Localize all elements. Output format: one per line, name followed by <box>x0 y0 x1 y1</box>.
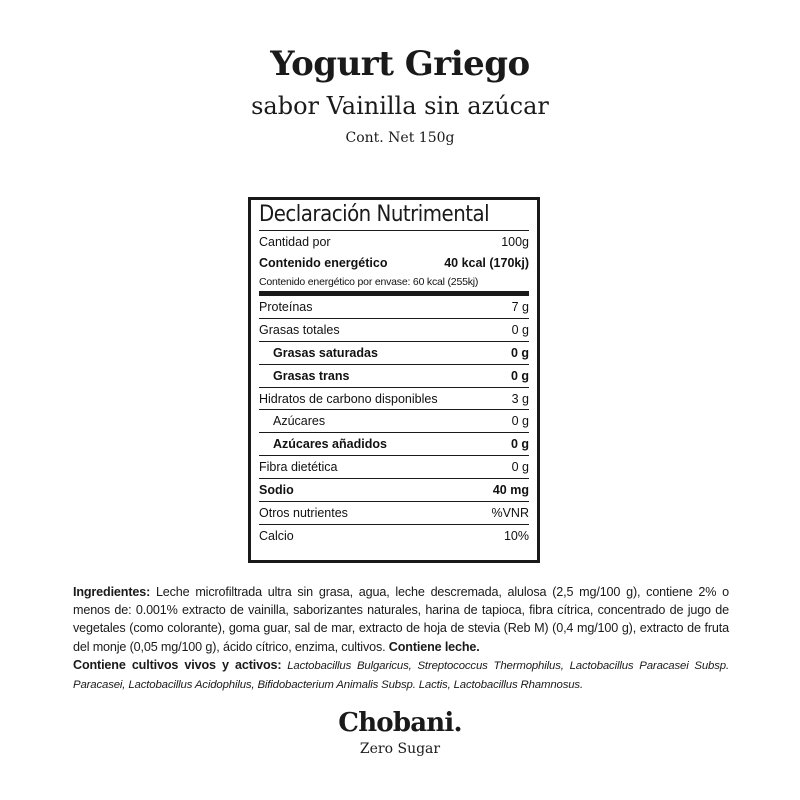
nutrient-row-saturated-fat <box>259 342 529 365</box>
nutrient-label: Azúcares añadidos <box>273 437 387 452</box>
nutrient-label: Calcio <box>259 529 294 544</box>
nutrient-label: Grasas totales <box>259 322 340 337</box>
nutrient-value: 0 g <box>510 437 529 452</box>
product-subtitle: sabor Vainilla sin azúcar <box>251 92 549 120</box>
nutrient-row-total-fat <box>259 319 529 342</box>
nutrient-value: 7 g <box>511 299 529 314</box>
nutrient-row-sodium <box>259 479 529 502</box>
nutrient-label: Otros nutrientes <box>259 505 348 520</box>
ingredients-text <box>73 583 729 694</box>
nutrient-value: 0 g <box>510 345 529 360</box>
ingredients-list: Leche microfiltrada ultra sin grasa, agua, leche descremada, alulosa (2,5 mg/100 g), contiene 2% o menos de: 0.001% extracto de vainilla, saborizantes naturales, harina de tapioca, fibra cítrica, concentrado de jugo de vegetales (como colorante), goma guar, sal de mar, extracto de hoja de stevia (Reb M) (0,4 mg/100 g), extracto de fruta del monje (0,05 mg/100 g), ácido cítrico, enzima, cultivos. <box>73 585 729 654</box>
nutrient-label: Hidratos de carbono disponibles <box>259 391 438 406</box>
contains-milk: Contiene leche. <box>388 639 480 654</box>
cultures-list: Lactobacillus Bulgaricus, Streptococcus Thermophilus, Lactobacillus Paracasei Subsp. Paracasei, Lactobacillus Acidophilus, Bifidobacterium Animalis Subsp. Lactis, Lactobacillus Rhamnosus. <box>73 659 729 692</box>
nutrient-value: 10% <box>503 529 529 544</box>
nutrient-label: Azúcares <box>273 414 326 429</box>
nutrient-label: Fibra dietética <box>259 460 338 475</box>
ingredients-label: Ingredientes: <box>73 585 151 599</box>
energy-row <box>259 253 529 273</box>
nutrient-row-proteins <box>259 296 529 319</box>
serving-value: 100g <box>501 235 529 249</box>
nutrient-value: 3 g <box>511 391 529 406</box>
nutrient-value: %VNR <box>491 505 529 520</box>
nutrient-label: Grasas trans <box>273 368 350 383</box>
net-content: Cont. Net 150g <box>345 130 455 146</box>
nutrient-row-fiber <box>259 456 529 479</box>
nutrient-label: Proteínas <box>259 299 313 314</box>
nutrition-facts-panel <box>248 197 540 563</box>
nutrient-row-calcium <box>259 525 529 548</box>
energy-label: Contenido energético <box>259 256 388 270</box>
serving-row <box>259 231 529 253</box>
nutrient-row-added-sugars <box>259 433 529 456</box>
nutrient-value: 0 g <box>510 368 529 383</box>
product-title: Yogurt Griego <box>270 44 530 84</box>
nutrition-title: Declaración Nutrimental <box>259 200 529 231</box>
nutrient-row-sugars <box>259 410 529 433</box>
nutrient-row-other <box>259 502 529 525</box>
nutrient-value: 0 g <box>511 460 529 475</box>
cultures-label: Contiene cultivos vivos y activos: <box>73 657 282 672</box>
nutrient-value: 0 g <box>511 414 529 429</box>
brand-subline: Zero Sugar <box>359 741 441 757</box>
energy-package-note: Contenido energético por envase: 60 kcal (255kj) <box>259 273 529 296</box>
nutrient-label: Sodio <box>259 483 294 498</box>
nutrient-row-carbohydrates <box>259 388 529 411</box>
nutrient-value: 0 g <box>511 322 529 337</box>
energy-value: 40 kcal (170kj) <box>444 256 529 270</box>
nutrient-label: Grasas saturadas <box>273 345 378 360</box>
nutrient-row-trans-fat <box>259 365 529 388</box>
brand-logo: Chobani. <box>338 708 462 738</box>
nutrient-value: 40 mg <box>492 483 529 498</box>
serving-label: Cantidad por <box>259 235 331 249</box>
